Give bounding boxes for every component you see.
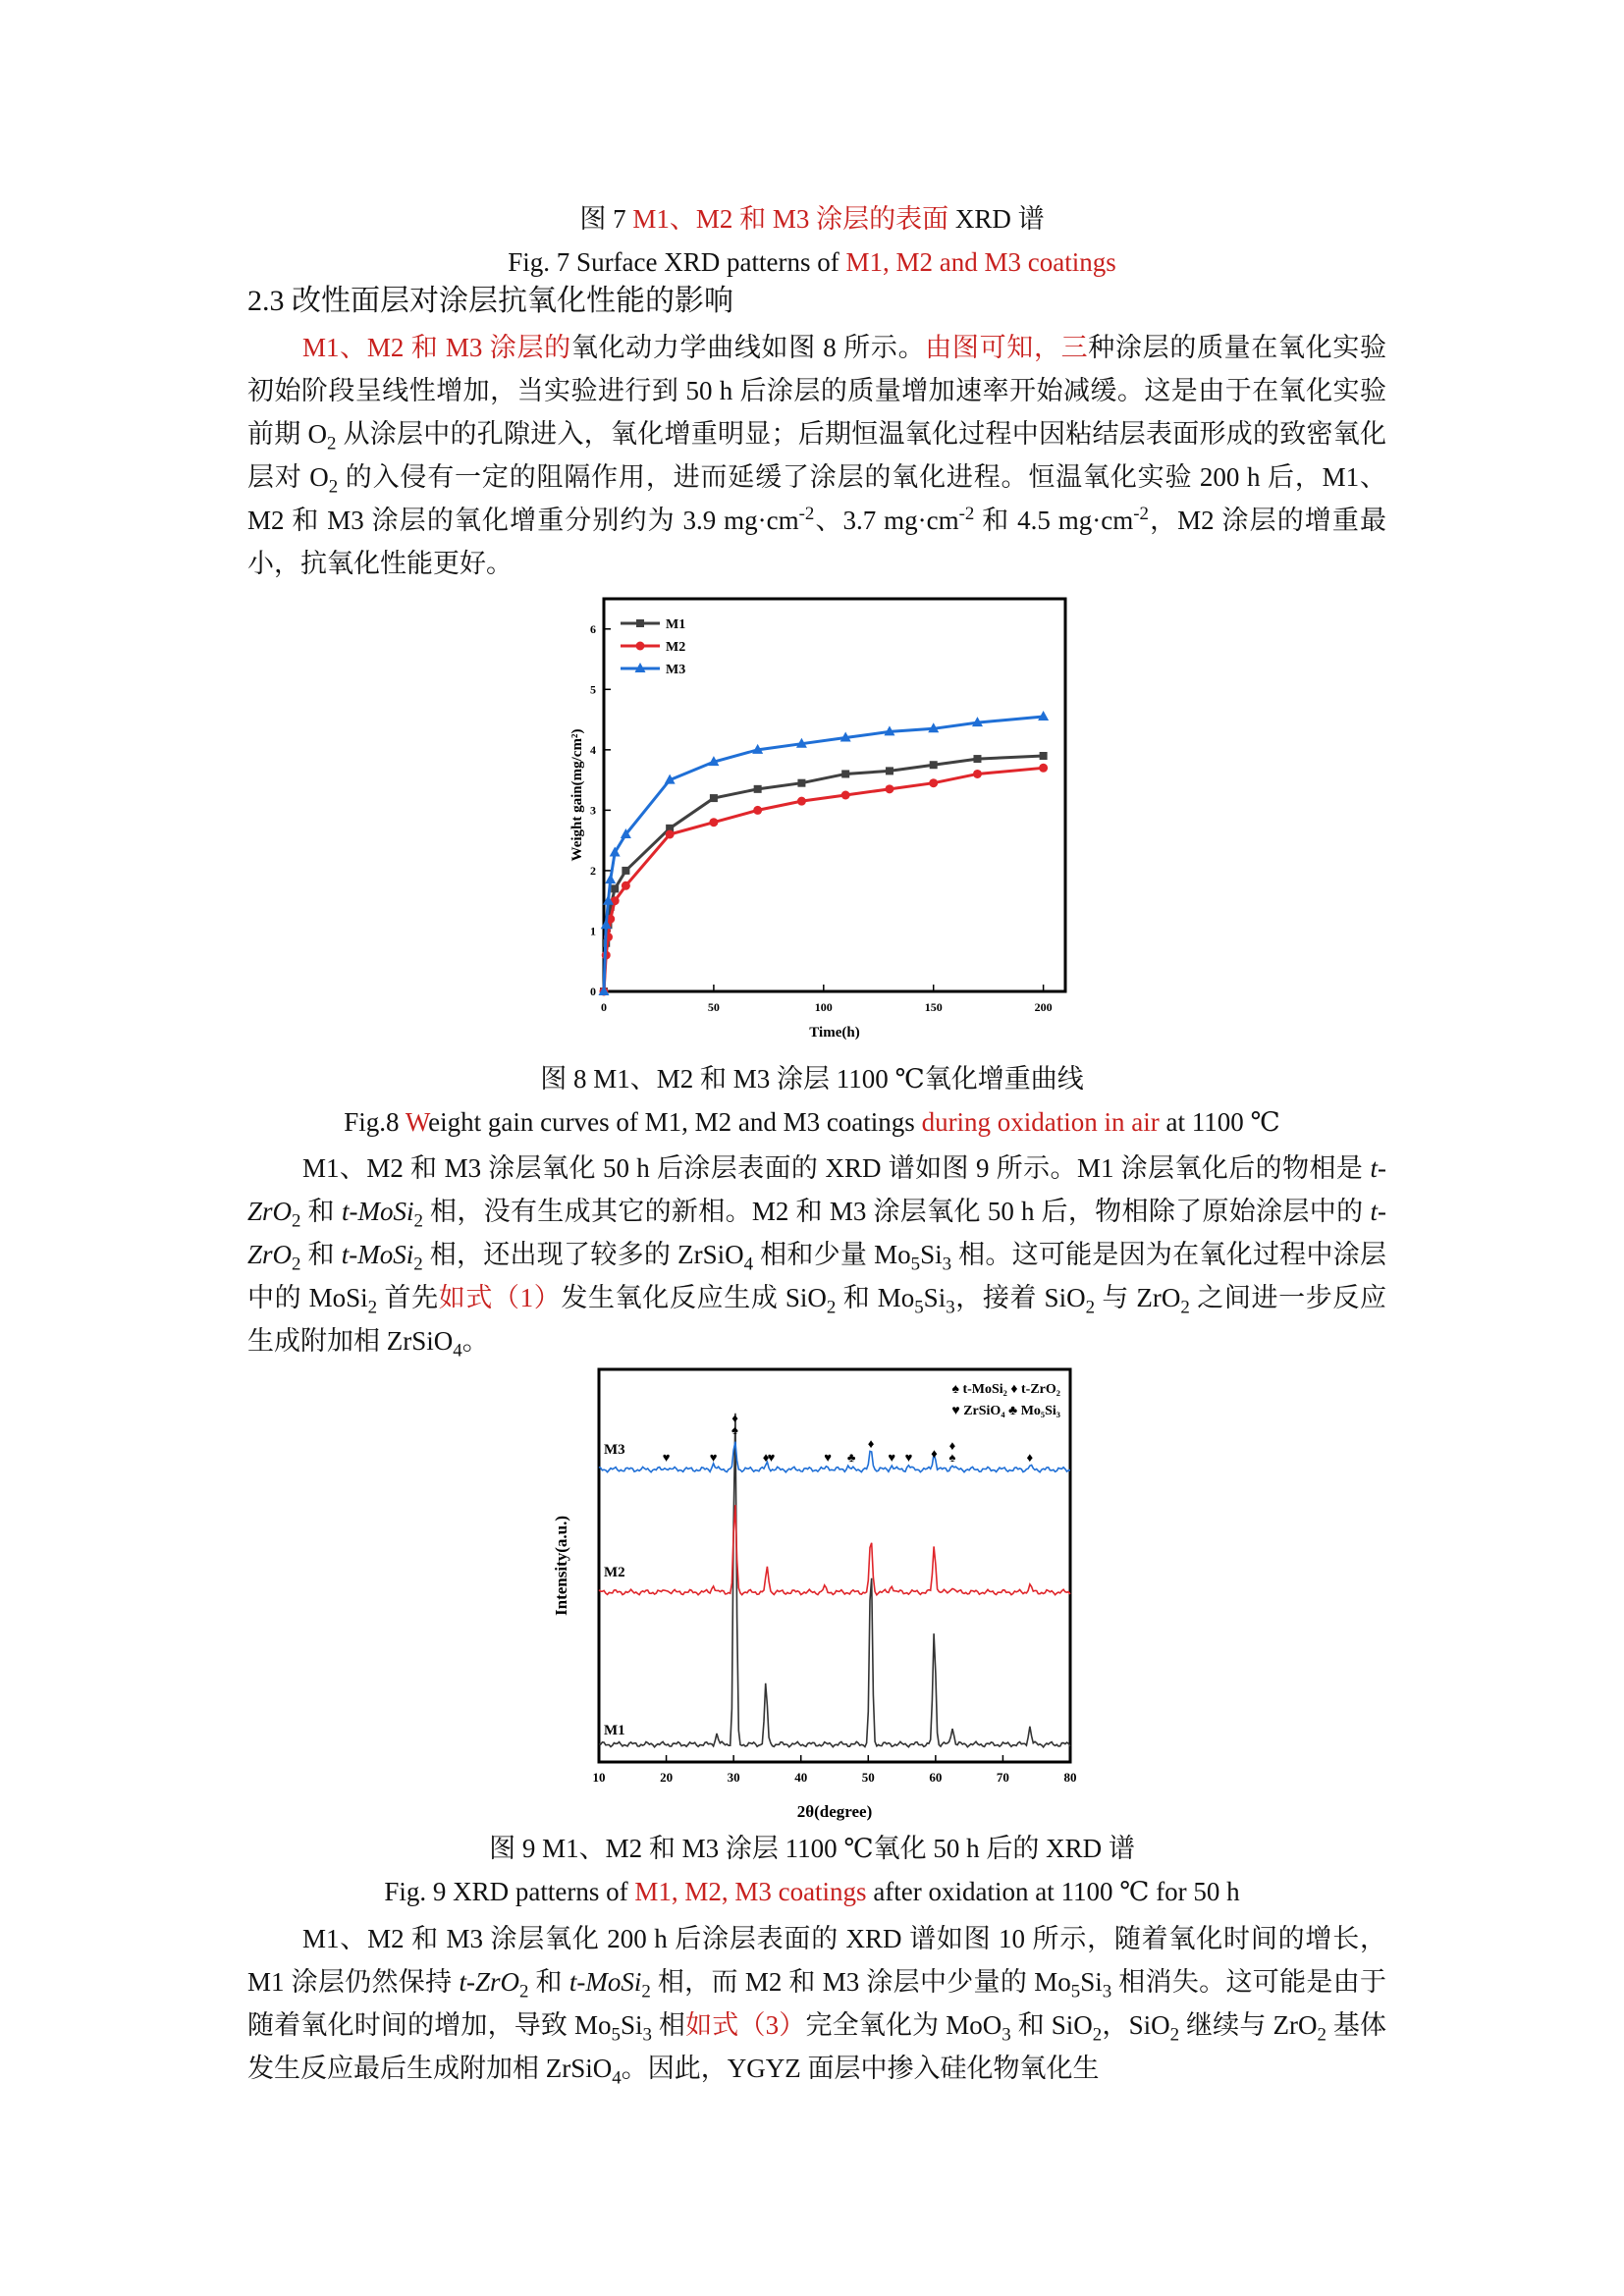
fig8-y-tick-label: 6	[590, 621, 596, 636]
fig8-point-m2	[622, 881, 630, 890]
fig8-y-tick-label: 4	[590, 742, 596, 757]
fig8-point-m1	[886, 767, 893, 774]
fig8-caption-zh: 图 8 M1、M2 和 M3 涂层 1100 ℃氧化增重曲线	[540, 1064, 1084, 1094]
fig9-legend-line-1: ♠ t-MoSi₂ ♦ t-ZrO₂	[951, 1382, 1060, 1397]
fig8-point-m2	[709, 818, 718, 827]
fig9-x-tick-label: 70	[996, 1770, 1009, 1785]
fig8-point-m1	[710, 794, 718, 802]
fig8-x-tick-label: 200	[1034, 1000, 1053, 1014]
fig9-peak-marker: ♠	[948, 1450, 956, 1465]
fig9-peak-marker: ♠	[731, 1422, 738, 1437]
fig9-peak-marker: ♥	[709, 1450, 718, 1465]
fig8-series-line-m2	[604, 768, 1044, 991]
fig8-point-m1	[622, 867, 629, 875]
fig8-point-m2	[929, 778, 938, 787]
fig8-x-tick-label: 50	[707, 1000, 720, 1014]
fig8-point-m2	[666, 830, 675, 839]
fig8-point-m1	[754, 785, 762, 793]
fig8-point-m1	[1040, 752, 1048, 760]
fig9-peak-marker: ♦	[931, 1446, 938, 1461]
fig9-xrd-chart	[545, 1360, 1095, 1831]
fig8-caption-en: Fig.8 Weight gain curves of M1, M2 and M3 coatings during oxidation in air at 1100 ℃	[344, 1107, 1280, 1137]
fig8-x-tick-label: 100	[814, 1000, 833, 1014]
fig7-caption-en: Fig. 7 Surface XRD patterns of M1, M2 and M3 coatings	[508, 247, 1116, 277]
fig8-legend-label-m1: M1	[666, 617, 686, 632]
fig9-peak-marker: ♥	[824, 1450, 833, 1465]
fig9-x-tick-label: 30	[727, 1770, 740, 1785]
fig8-point-m2	[753, 806, 762, 815]
fig9-x-axis-label: 2θ(degree)	[796, 1802, 873, 1821]
fig8-legend-marker-m2	[636, 642, 645, 651]
fig9-peak-marker: ♦	[762, 1450, 770, 1465]
fig9-x-tick-label: 60	[929, 1770, 943, 1785]
fig9-legend-line-2: ♥ ZrSiO₄ ♣ Mo₅Si₃	[951, 1404, 1060, 1418]
paragraph-oxidation-kinetics: M1、M2 和 M3 涂层的氧化动力学曲线如图 8 所示。由图可知，三种涂层的质量在氧化实验初始阶段呈线性增加，当实验进行到 50 h 后涂层的质量增加速率开始减缓。这是由于在氧化实验前期 $O_2$ 从涂层中的孔隙进入，氧化增重明显；后期恒温氧化过程中因粘结层表面形成的致密氧化层对 $O_2$ 的入侵有一定的阻隔作用，进而延缓了涂层的氧化进程。恒温氧化实验 200 h 后，M1、M2 和 M3 涂层的氧化增重分别约为 3.9 $mg\cdot cm^{-2}$、3.7 $mg\cdot cm^{-2}$ 和 4.5 $mg\cdot cm^{-2}$，M2 涂层的增重最小，抗氧化性能更好。	[247, 333, 1387, 578]
fig9-x-tick-label: 50	[861, 1770, 875, 1785]
fig8-weight-gain-chart	[550, 589, 1080, 1060]
fig8-point-m1	[797, 779, 805, 787]
fig9-series-label-m3: M3	[604, 1442, 625, 1458]
fig9-caption-zh: 图 9 M1、M2 和 M3 涂层 1100 ℃氧化 50 h 后的 XRD 谱	[489, 1834, 1135, 1863]
fig8-series-line-m1	[604, 756, 1044, 991]
fig9-peak-marker: ♥	[767, 1450, 776, 1465]
fig9-series-label-m2: M2	[604, 1565, 625, 1580]
fig9-pattern-m2	[599, 1505, 1070, 1595]
fig9-peak-marker: ♦	[731, 1411, 738, 1425]
fig8-y-tick-label: 3	[590, 803, 596, 818]
fig8-x-tick-label: 0	[601, 1000, 607, 1014]
paragraph-xrd-200h: M1、M2 和 M3 涂层氧化 200 h 后涂层表面的 XRD 谱如图 10 所示，随着氧化时间的增长，M1 涂层仍然保持 t-ZrO$_2$ 和 t-MoSi$_2$ 相，而 M2 和 M3 涂层中少量的 $Mo_5Si_3$ 相消失。这可能是由于随着氧化时间的增加，导致 $Mo_5Si_3$ 相如式（3）完全氧化为 MoO$_3$ 和 SiO$_2$，SiO$_2$ 继续与 ZrO$_2$ 基体发生反应最后生成附加相 ZrSiO$_4$。因此，YGYZ 面层中掺入硅化物氧化生	[247, 1924, 1387, 2089]
fig8-point-m2	[885, 784, 893, 793]
fig9-peak-marker: ♣	[846, 1450, 856, 1465]
fig9-peak-marker: ♦	[867, 1436, 875, 1451]
fig9-x-tick-label: 10	[592, 1770, 606, 1785]
fig9-series-label-m1: M1	[604, 1723, 625, 1738]
fig8-point-m1	[973, 755, 981, 763]
fig8-y-tick-label: 0	[590, 985, 596, 998]
fig8-y-tick-label: 5	[590, 682, 596, 697]
section-heading: 2.3 改性面层对涂层抗氧化性能的影响	[247, 285, 733, 317]
fig9-x-tick-label: 40	[794, 1770, 808, 1785]
paragraph-xrd-50h: M1、M2 和 M3 涂层氧化 50 h 后涂层表面的 XRD 谱如图 9 所示。M1 涂层氧化后的物相是 t-ZrO$_2$ 和 t-MoSi$_2$ 相，没有生成其它的新相。M2 和 M3 涂层氧化 50 h 后，物相除了原始涂层中的 t-ZrO$_2$ 和 t-MoSi$_2$ 相，还出现了较多的 ZrSiO$_4$ 相和少量 $Mo_5Si_3$ 相。这可能是因为在氧化过程中涂层中的 MoSi$_2$ 首先如式（1）发生氧化反应生成 SiO$_2$ 和 $Mo_5Si_3$，接着 SiO$_2$ 与 ZrO$_2$ 之间进一步反应生成附加相 ZrSiO$_4$。	[247, 1153, 1387, 1362]
fig9-peak-marker: ♦	[948, 1438, 956, 1453]
fig8-y-axis-label: Weight gain(mg/cm²)	[569, 728, 585, 862]
fig8-point-m3	[605, 874, 616, 883]
fig8-point-m2	[1039, 764, 1048, 773]
fig9-x-tick-label: 80	[1063, 1770, 1077, 1785]
fig8-point-m1	[930, 761, 938, 769]
fig8-point-m2	[797, 797, 806, 806]
fig9-y-axis-label: Intensity(a.u.)	[552, 1515, 570, 1617]
fig8-x-tick-label: 150	[924, 1000, 943, 1014]
fig8-y-tick-label: 2	[590, 863, 596, 878]
fig8-point-m1	[841, 770, 849, 777]
fig9-peak-marker: ♥	[904, 1450, 913, 1465]
fig9-x-tick-label: 20	[660, 1770, 674, 1785]
fig8-point-m1	[611, 884, 619, 892]
fig9-peak-marker: ♦	[1026, 1450, 1034, 1465]
fig8-point-m2	[973, 770, 982, 778]
fig8-legend-label-m2: M2	[666, 640, 686, 655]
fig8-plot-frame	[604, 599, 1065, 991]
fig9-plot-frame	[599, 1369, 1070, 1762]
fig8-y-tick-label: 1	[590, 924, 596, 938]
fig8-legend-label-m3: M3	[666, 663, 686, 677]
fig8-legend-marker-m1	[636, 619, 644, 627]
fig7-caption-zh: 图 7 M1、M2 和 M3 涂层的表面 XRD 谱	[579, 204, 1045, 234]
fig9-caption-en: Fig. 9 XRD patterns of M1, M2, M3 coatings after oxidation at 1100 ℃ for 50 h	[384, 1877, 1240, 1906]
fig9-peak-marker: ♥	[888, 1450, 896, 1465]
fig8-x-axis-label: Time(h)	[809, 1025, 860, 1041]
fig8-point-m2	[841, 791, 850, 800]
fig9-peak-marker: ♥	[662, 1450, 671, 1465]
